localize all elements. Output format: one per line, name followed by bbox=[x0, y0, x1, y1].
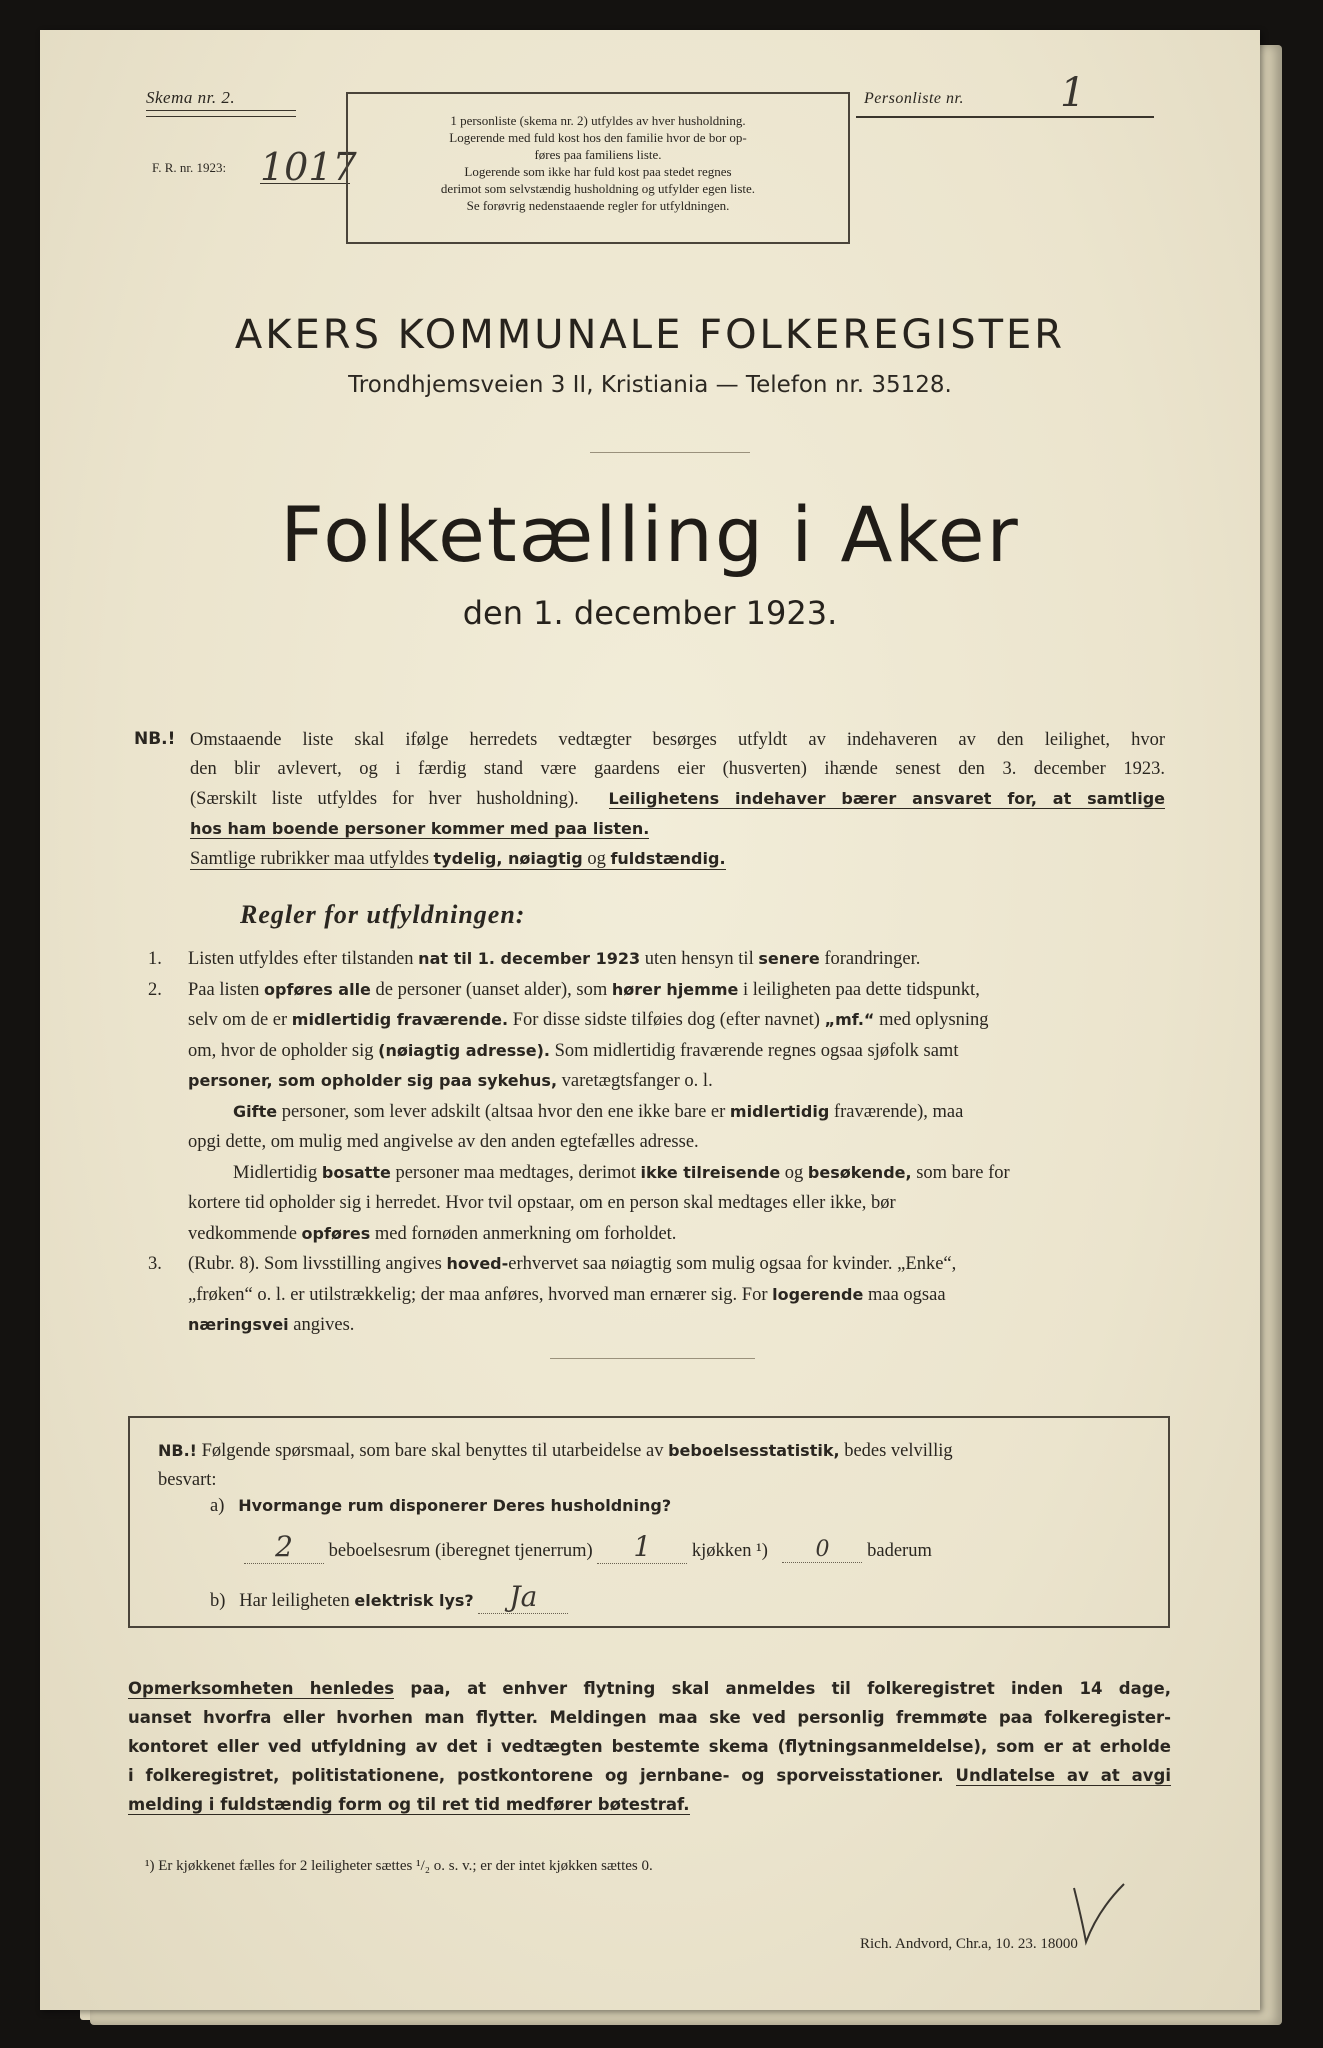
emphasis-text: hoved- bbox=[446, 1254, 509, 1273]
text-span: bedes velvillig bbox=[844, 1441, 953, 1461]
text-line: den blir avlevert, og i færdig stand være gaardens eier (husverten) ihænde senest den 3. december 1923. bbox=[190, 759, 1165, 779]
text-span: om, hvor de opholder sig bbox=[188, 1040, 374, 1061]
question-label: a) bbox=[210, 1496, 225, 1516]
bath-label: baderum bbox=[867, 1541, 932, 1561]
text-line bbox=[188, 1310, 1168, 1341]
text-span: forandringer. bbox=[824, 949, 921, 969]
fr-number-label: F. R. nr. 1923: bbox=[152, 160, 227, 175]
emphasis-text: nat til 1. december 1923 bbox=[418, 949, 641, 968]
emphasis-text: Undlatelse av at avgi bbox=[955, 1766, 1172, 1785]
text-span: Har leiligheten bbox=[239, 1591, 350, 1611]
question-text: elektrisk lys? bbox=[354, 1591, 474, 1610]
text-span: personer maa medtages, derimot bbox=[395, 1162, 636, 1183]
text-span: (Rubr. 8). Som livsstilling angives bbox=[188, 1254, 442, 1274]
emphasis-text: ikke tilreisende bbox=[640, 1162, 781, 1182]
text-line: opgi dette, om mulig med angivelse av den anden egtefælles adresse. bbox=[188, 1132, 699, 1152]
note-line: derimot som selvstændig husholdning og utfylder egen liste. bbox=[440, 181, 756, 196]
text-line bbox=[188, 1005, 1168, 1036]
text-span: vedkommende bbox=[188, 1223, 297, 1244]
rule-number: 3. bbox=[148, 1254, 162, 1274]
emphasis-text: besøkende, bbox=[807, 1162, 912, 1182]
text-line bbox=[188, 1280, 1168, 1311]
text-span: Listen utfyldes efter tilstanden bbox=[188, 949, 414, 969]
text-span: personer, som lever adskilt (altsaa hvor den ene ikke bare er bbox=[281, 1101, 726, 1122]
emphasis-text: næringsvei bbox=[188, 1315, 289, 1334]
text-line bbox=[190, 784, 1165, 814]
text-line bbox=[188, 975, 1168, 1006]
text-span: Samtlige rubrikker maa utfyldes bbox=[190, 849, 429, 869]
skema-number: Skema nr. 2. bbox=[146, 88, 236, 107]
personliste-underline bbox=[856, 116, 1154, 118]
emphasis-text: „mf.“ bbox=[824, 1010, 875, 1029]
footnote: ¹) Er kjøkkenet fælles for 2 leiligheter sættes ¹/₂ o. s. v.; er der intet kjøkken sættes 0. bbox=[145, 1858, 653, 1874]
kitchen-label: kjøkken ¹) bbox=[691, 1541, 768, 1561]
question-label: b) bbox=[210, 1591, 226, 1611]
rule-number: 1. bbox=[148, 949, 162, 969]
text-span: erhvervet saa nøiagtig som mulig ogsaa for kvinder. „Enke“, bbox=[508, 1254, 957, 1274]
divider bbox=[550, 1358, 755, 1359]
divider bbox=[590, 452, 750, 453]
question-a bbox=[210, 1496, 671, 1517]
note-line: 1 personliste (skema nr. 2) utfyldes av hver husholdning. bbox=[450, 113, 746, 128]
text-line: uanset hvorfra eller hvorhen man flytter. Meldingen maa ske ved personlig fremmøte paa folkeregister- bbox=[128, 1708, 1171, 1727]
rule-number: 2. bbox=[148, 979, 162, 1000]
text-span: angives. bbox=[293, 1315, 355, 1335]
text-line bbox=[128, 1674, 1171, 1703]
underlined-sentence bbox=[190, 849, 726, 870]
text-line bbox=[188, 1158, 1168, 1189]
fr-underline bbox=[260, 183, 350, 184]
emphasis-text: hører hjemme bbox=[611, 979, 739, 999]
emphasis-text: opføres alle bbox=[264, 979, 371, 999]
text-span: med fornøden anmerkning om forholdet. bbox=[374, 1223, 677, 1244]
text-span: og bbox=[587, 849, 606, 869]
moving-notice bbox=[128, 1674, 1171, 1819]
nb-label: NB.! bbox=[158, 1441, 197, 1460]
emphasis-text: beboelsesstatistik, bbox=[668, 1441, 840, 1460]
nb-label: NB.! bbox=[134, 729, 176, 749]
text-span: For disse sidste tilføies dog (efter navnet) bbox=[512, 1010, 820, 1030]
text-span: med oplysning bbox=[879, 1010, 989, 1030]
text-line: kortere tid opholder sig i herredet. Hvor tvil opstaar, om en person skal medtages eller ikke, bør bbox=[188, 1193, 896, 1213]
emphasis-text: logerende bbox=[772, 1284, 864, 1304]
text-span: i leiligheten paa dette tidspunkt, bbox=[742, 979, 980, 1000]
rule-3 bbox=[148, 1249, 1168, 1341]
emphasis-text: melding i fuldstændig form og til ret tid medfører bøtestraf. bbox=[128, 1795, 690, 1814]
text-line bbox=[188, 1036, 1168, 1067]
text-line bbox=[190, 814, 1165, 844]
text-line bbox=[188, 1219, 1168, 1250]
text-span: paa, at enhver flytning skal anmeldes til folkeregistret inden 14 dage, bbox=[410, 1679, 1171, 1698]
text-span: „frøken“ o. l. er utilstrækkelig; der maa anføres, hvorved man ernærer sig. For bbox=[188, 1284, 768, 1305]
electric-light-value: Ja bbox=[509, 1580, 538, 1613]
text-line: kontoret eller ved utfyldning av det i vedtægten bestemte skema (flytningsanmeldelse), som er at erholde bbox=[128, 1737, 1171, 1756]
text-line bbox=[128, 1761, 1171, 1790]
emphasis-text: Opmerksomheten henledes bbox=[128, 1679, 395, 1698]
skema-underline bbox=[146, 110, 296, 111]
emphasis-text: (nøiagtig adresse). bbox=[378, 1040, 550, 1060]
fr-number-value: 1017 bbox=[260, 145, 357, 189]
text-span: i folkeregistret, politistationene, postkontorene og jernbane- og sporveisstationer. bbox=[128, 1766, 944, 1785]
emphasis-text: personer, som opholder sig paa sykehus, bbox=[188, 1071, 558, 1090]
rule-1 bbox=[148, 944, 1168, 975]
question-b bbox=[210, 1580, 568, 1614]
text-span: selv om de er bbox=[188, 1010, 288, 1030]
rooms-field bbox=[244, 1530, 324, 1564]
note-line: Logerende med fuld kost hos den familie hvor de bor op- bbox=[449, 130, 747, 145]
emphasis-text: midlertidig bbox=[729, 1101, 830, 1121]
skema-underline-2 bbox=[146, 116, 296, 117]
rooms-answer-row bbox=[244, 1530, 932, 1564]
rules-heading: Regler for utfyldningen: bbox=[240, 900, 526, 929]
personliste-label: Personliste nr. bbox=[864, 90, 964, 107]
personliste-value: 1 bbox=[1060, 70, 1086, 116]
rules-list bbox=[148, 944, 1168, 1341]
emphasis-text: midlertidig fraværende. bbox=[291, 1010, 509, 1029]
note-line: Logerende som ikke har fuld kost paa stedet regnes bbox=[464, 164, 732, 179]
emphasis-text: hos ham boende personer kommer med paa listen. bbox=[190, 819, 650, 838]
emphasis-text: tydelig, nøiagtig bbox=[433, 849, 583, 868]
kitchen-value: 1 bbox=[633, 1530, 652, 1563]
text-line: Omstaaende liste skal ifølge herredets vedtægter besørges utfyldt av indehaveren av den leilighet, hvor bbox=[190, 730, 1165, 750]
text-span: besvart: bbox=[158, 1470, 217, 1490]
text-span: de personer (uanset alder), som bbox=[375, 979, 608, 1000]
organisation-name: AKERS KOMMUNALE FOLKEREGISTER bbox=[234, 312, 1066, 358]
text-span: varetægtsfanger o. l. bbox=[561, 1071, 713, 1091]
rule-2 bbox=[148, 975, 1168, 1250]
text-span: og bbox=[784, 1162, 804, 1183]
text-span: Følgende spørsmaal, som bare skal benyttes til utarbeidelse av bbox=[201, 1441, 664, 1461]
note-line: Se forøvrig nedenstaaende regler for utfyldningen. bbox=[466, 198, 730, 213]
emphasis-text: bosatte bbox=[321, 1162, 391, 1182]
text-span: (Særskilt liste utfyldes for hver husholdning). bbox=[190, 789, 579, 809]
text-line bbox=[128, 1790, 1171, 1819]
census-date: den 1. december 1923. bbox=[462, 594, 838, 632]
text-span: fraværende), maa bbox=[833, 1101, 964, 1122]
organisation-address: Trondhjemsveien 3 II, Kristiania — Telefon nr. 35128. bbox=[348, 372, 952, 398]
text-span: Som midlertidig fraværende regnes ogsaa sjøfolk samt bbox=[554, 1040, 959, 1061]
note-line: føres paa familiens liste. bbox=[534, 147, 662, 162]
text-span: maa ogsaa bbox=[867, 1284, 946, 1305]
emphasis-text: Gifte bbox=[233, 1101, 278, 1121]
text-line bbox=[188, 1066, 1168, 1097]
printer-imprint: Rich. Andvord, Chr.a, 10. 23. 18000 bbox=[860, 1936, 1078, 1952]
emphasis-text: opføres bbox=[301, 1223, 371, 1243]
electric-light-field bbox=[478, 1580, 568, 1614]
kitchen-field bbox=[597, 1530, 687, 1564]
text-line bbox=[188, 1249, 1168, 1280]
bath-field bbox=[782, 1537, 862, 1563]
text-span: uten hensyn til bbox=[644, 949, 754, 969]
text-line bbox=[190, 844, 1165, 874]
rooms-label: beboelsesrum (iberegnet tjenerrum) bbox=[328, 1541, 593, 1561]
document-title: Folketælling i Aker bbox=[280, 490, 1020, 579]
housing-statistics-intro bbox=[158, 1436, 1148, 1495]
text-span: Paa listen bbox=[188, 979, 260, 1000]
text-line bbox=[188, 944, 1168, 975]
rooms-value: 2 bbox=[275, 1530, 293, 1563]
emphasis-text: Leilighetens indehaver bærer ansvaret for, at samtlige bbox=[608, 789, 1166, 808]
text-line bbox=[188, 1097, 1168, 1128]
nb-paragraph bbox=[190, 726, 1165, 874]
emphasis-text: senere bbox=[758, 949, 820, 968]
emphasis-text: fuldstændig. bbox=[610, 849, 726, 868]
instructions-box bbox=[346, 92, 850, 244]
text-span: som bare for bbox=[916, 1162, 1010, 1183]
bath-value: 0 bbox=[815, 1537, 830, 1562]
check-mark-icon bbox=[1068, 1880, 1128, 1950]
text-span: Midlertidig bbox=[233, 1162, 318, 1183]
question-text: Hvormange rum disponerer Deres husholdning? bbox=[238, 1496, 672, 1515]
